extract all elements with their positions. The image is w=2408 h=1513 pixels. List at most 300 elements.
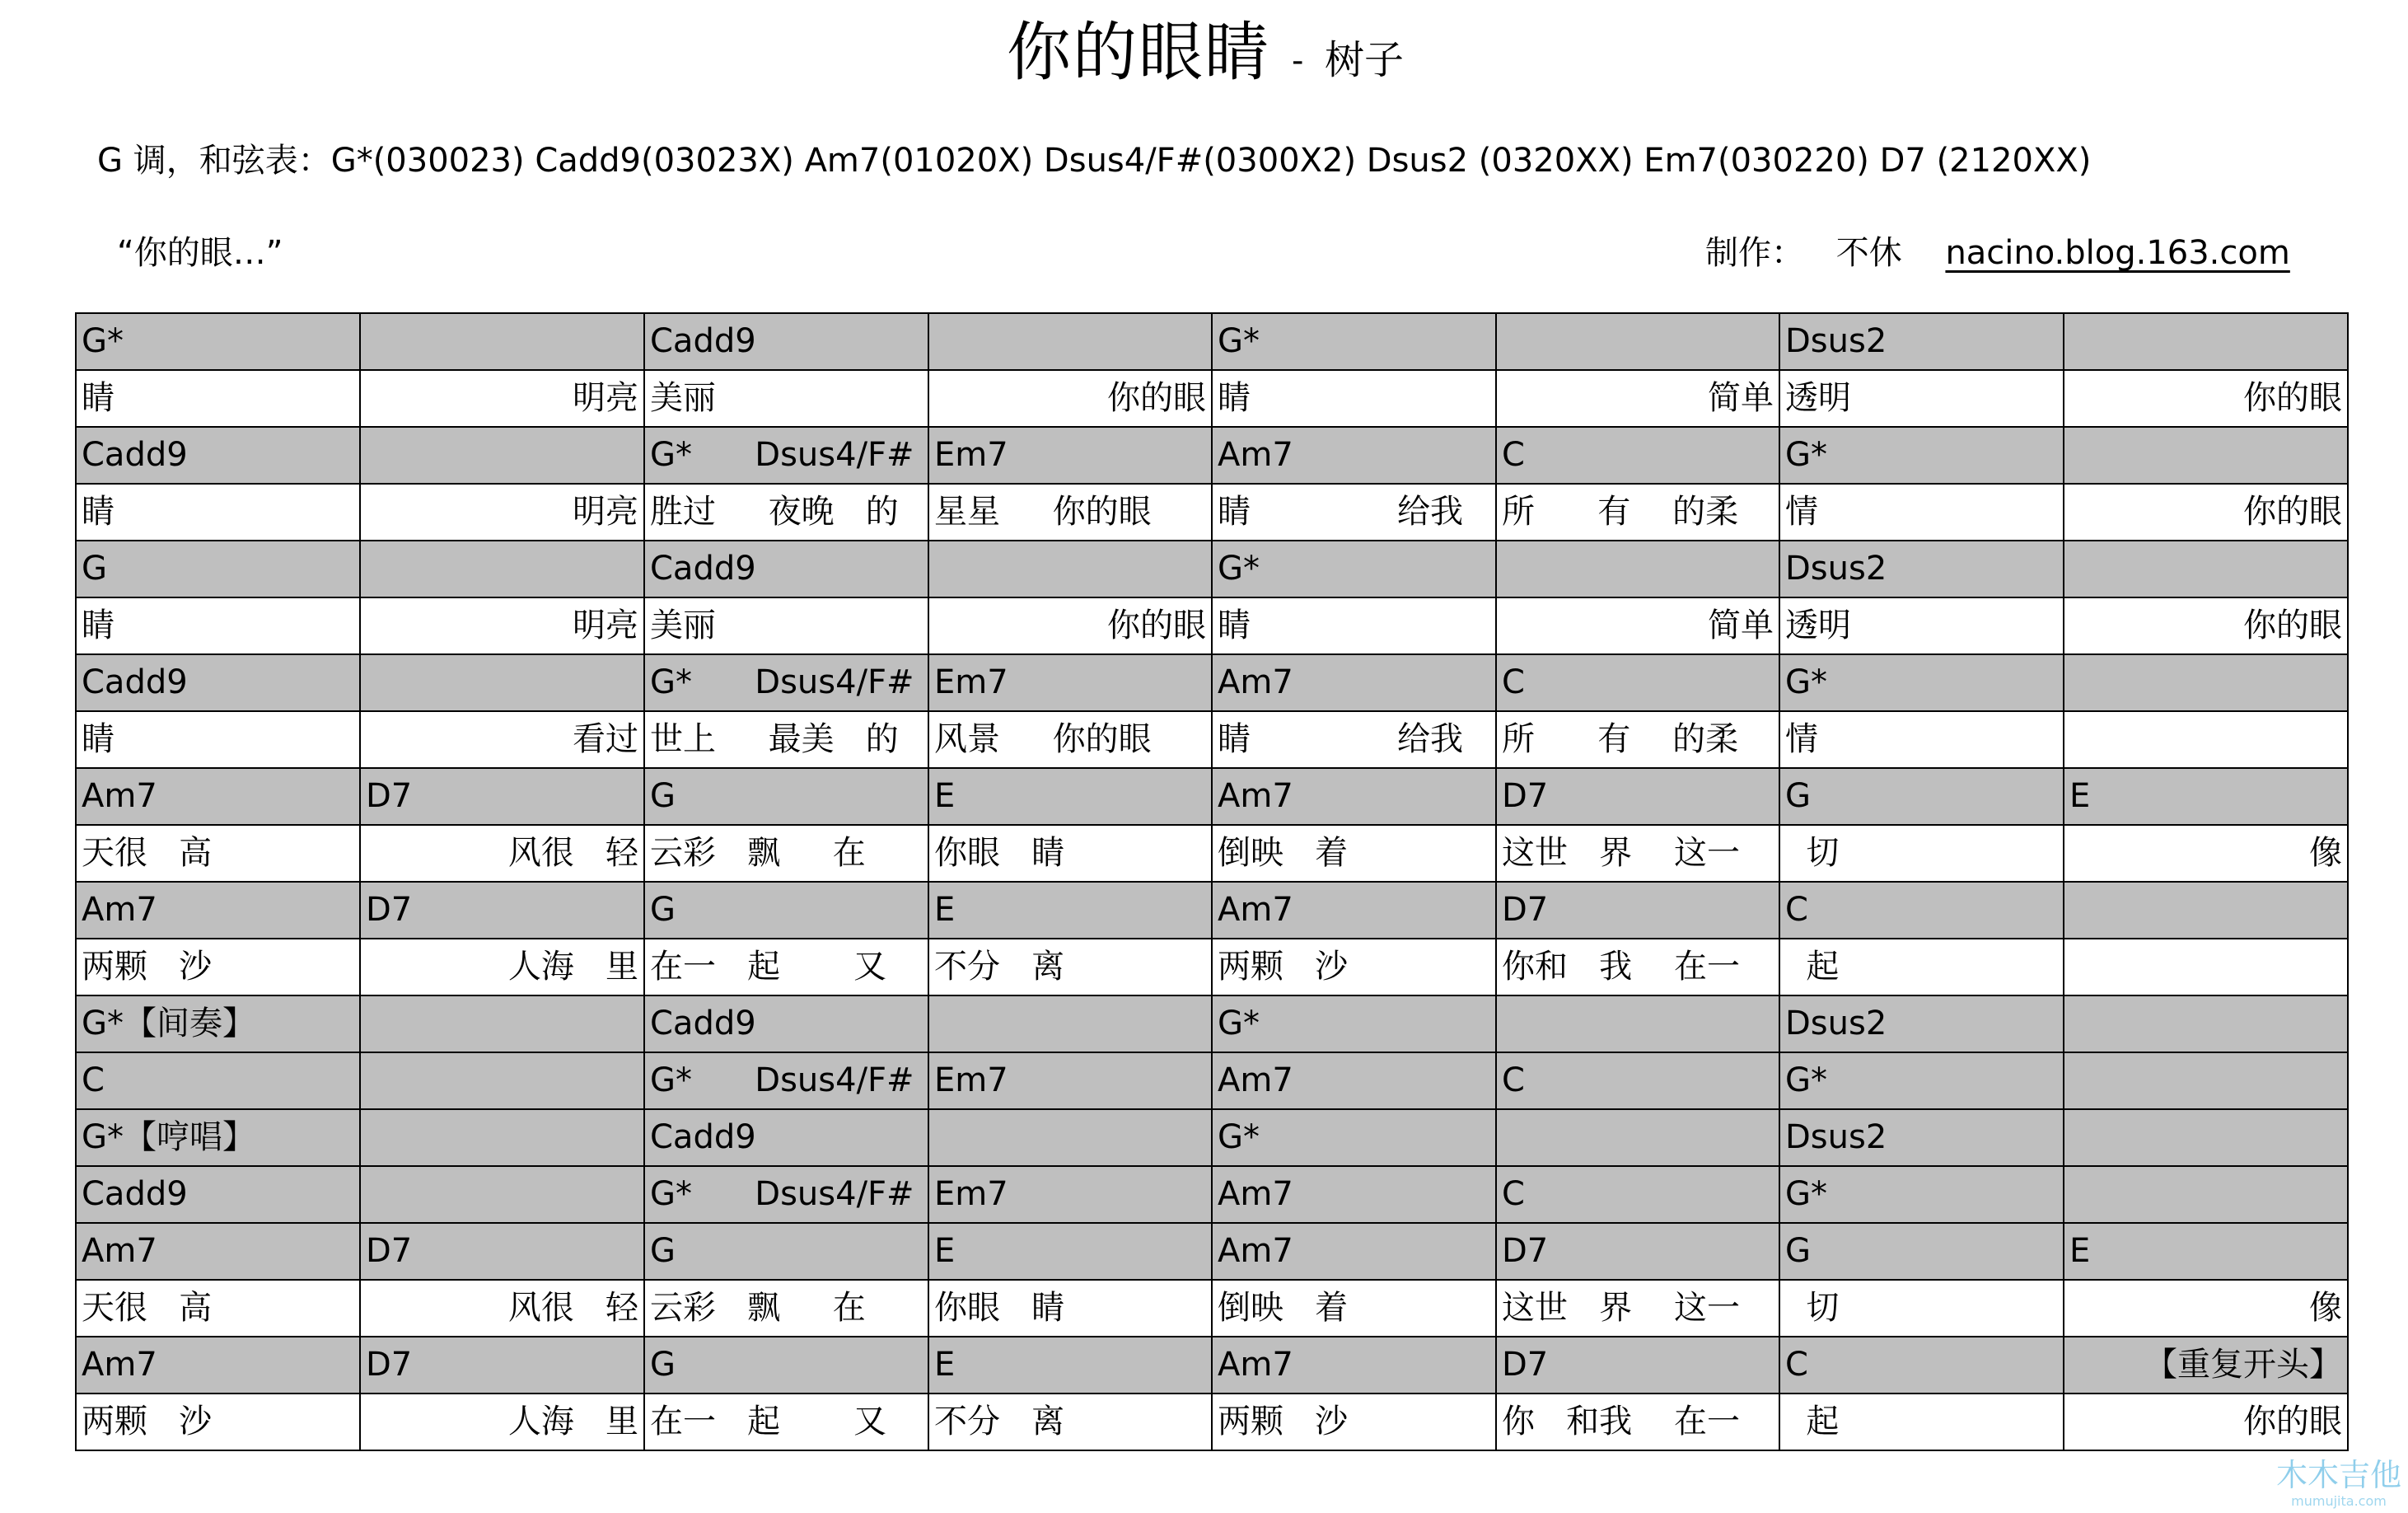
chord-label: D7	[366, 1346, 413, 1384]
chord-cell	[2064, 541, 2348, 597]
chord-cell	[1779, 427, 2064, 484]
chord-cell	[2064, 654, 2348, 711]
lyric-text: 你的眼	[2243, 493, 2342, 531]
lyric-cell	[1779, 370, 2064, 427]
lyric-cell	[2064, 711, 2348, 768]
lyric-cell	[1496, 939, 1779, 995]
chord-cell	[644, 1052, 928, 1109]
lyric-cell	[360, 1394, 644, 1450]
lyric-cell	[1212, 939, 1496, 995]
chord-label: Cadd9	[82, 663, 188, 701]
chord-label: D7	[366, 777, 413, 815]
lyric-text: 两颗 沙	[82, 948, 213, 986]
lyric-cell	[1212, 1394, 1496, 1450]
lyric-text: 你 和我 在一	[1502, 1403, 1741, 1440]
chord-cell	[2064, 313, 2348, 370]
lyric-text: 你的眼	[2243, 607, 2342, 644]
chord-cell	[644, 1337, 928, 1394]
chord-label: Em7	[934, 1175, 1008, 1213]
chord-cell	[1779, 882, 2064, 939]
chord-label: G*	[1785, 663, 1827, 701]
lyric-text: 云彩 飘 在	[650, 834, 866, 872]
chord-cell	[2064, 1109, 2348, 1166]
chord-label: D7	[1502, 1346, 1549, 1384]
lyric-text: 你眼 睛	[934, 834, 1065, 872]
lyric-text: 美丽	[650, 379, 716, 417]
lyric-text: 起	[1785, 948, 1840, 986]
chord-key-info: G 调，和弦表：G*(030023) Cadd9(03023X) Am7(01020X) Dsus4/F#(0300X2) Dsus2 (0320XX) Em7(030220) D7 (2120XX)	[97, 142, 2092, 180]
lyric-cell	[76, 1394, 360, 1450]
chord-cell	[1212, 1337, 1496, 1394]
chord-cell	[1779, 995, 2064, 1052]
lyric-cell	[928, 825, 1212, 882]
lyric-text: 星星 你的眼	[934, 493, 1152, 531]
chord-label: G	[650, 1346, 676, 1384]
lyric-cell	[360, 1280, 644, 1337]
chord-cell	[2064, 1166, 2348, 1223]
lyric-cell	[644, 597, 928, 654]
chord-label: Am7	[1218, 663, 1293, 701]
chord-label: D7	[366, 891, 413, 929]
chord-label: G* Dsus4/F#	[650, 1061, 914, 1099]
chord-cell	[76, 1223, 360, 1280]
lyric-cell	[1212, 484, 1496, 541]
chord-sheet-body	[76, 313, 2348, 1450]
lyric-text: 看过	[573, 720, 638, 758]
lyric-text: 天很 高	[82, 1289, 213, 1327]
chord-label: C	[1502, 1061, 1525, 1099]
lyric-cell	[1212, 825, 1496, 882]
chord-cell	[360, 1052, 644, 1109]
chord-cell	[1212, 1109, 1496, 1166]
chord-cell	[1779, 768, 2064, 825]
chord-label: Dsus2	[1785, 550, 1887, 588]
chord-cell	[928, 1109, 1212, 1166]
chord-cell	[360, 995, 644, 1052]
chord-cell	[360, 654, 644, 711]
chord-cell	[1496, 541, 1779, 597]
lyric-text: 你的眼	[2243, 1403, 2342, 1440]
chord-label: Am7	[82, 891, 157, 929]
chord-label: E	[934, 777, 956, 815]
lyric-text: 睛	[82, 493, 115, 531]
lyric-text: 人海 里	[507, 948, 638, 986]
lyric-cell	[1779, 825, 2064, 882]
chord-cell	[1496, 1109, 1779, 1166]
lyric-cell	[2064, 939, 2348, 995]
chord-cell	[1779, 1052, 2064, 1109]
lyric-text: 倒映 着	[1218, 1289, 1349, 1327]
chord-label: G* Dsus4/F#	[650, 436, 914, 474]
lyric-cell	[1779, 1394, 2064, 1450]
lyric-cell	[2064, 484, 2348, 541]
lyric-text: 这世 界 这一	[1502, 1289, 1741, 1327]
chord-label: E	[934, 1346, 956, 1384]
chord-cell	[76, 882, 360, 939]
chord-cell	[928, 313, 1212, 370]
chord-cell	[1496, 427, 1779, 484]
chord-cell	[360, 768, 644, 825]
lyric-cell	[1779, 711, 2064, 768]
lyric-text: 睛	[82, 720, 115, 758]
chord-label: C	[82, 1061, 105, 1099]
chord-label: 【重复开头】	[2144, 1346, 2342, 1384]
chord-cell	[1779, 541, 2064, 597]
chord-cell	[1779, 1109, 2064, 1166]
lyric-cell	[2064, 597, 2348, 654]
lyric-cell	[1212, 1280, 1496, 1337]
lyric-cell	[76, 1280, 360, 1337]
chord-row	[76, 1052, 2348, 1109]
lyric-text: 风很 轻	[507, 834, 638, 872]
chord-row	[76, 1109, 2348, 1166]
lyric-text: 透明	[1785, 379, 1851, 417]
chord-cell	[1212, 541, 1496, 597]
chord-cell	[1212, 882, 1496, 939]
lyric-text: 胜过 夜晚 的	[650, 493, 899, 531]
chord-label: Em7	[934, 663, 1008, 701]
song-title: 你的眼睛	[1007, 16, 1271, 90]
lyric-text: 你和 我 在一	[1502, 948, 1741, 986]
chord-cell	[2064, 427, 2348, 484]
chord-cell	[1212, 768, 1496, 825]
lyric-text: 睛 给我	[1218, 493, 1464, 531]
lyric-cell	[360, 939, 644, 995]
lyric-row	[76, 939, 2348, 995]
lyric-text: 两颗 沙	[1218, 948, 1349, 986]
chord-label: G*	[1218, 1118, 1260, 1156]
chord-cell	[644, 427, 928, 484]
chord-label: D7	[366, 1232, 413, 1270]
chord-cell	[644, 541, 928, 597]
lyric-row	[76, 825, 2348, 882]
chord-label: G*【间奏】	[82, 1005, 255, 1042]
lyric-cell	[928, 484, 1212, 541]
chord-label: G*	[1785, 1175, 1827, 1213]
lyric-cell	[1496, 370, 1779, 427]
lyric-cell	[1496, 484, 1779, 541]
lyric-text: 你眼 睛	[934, 1289, 1065, 1327]
chord-cell	[1212, 1052, 1496, 1109]
chord-label: Am7	[82, 1232, 157, 1270]
lyric-text: 像	[2309, 834, 2342, 872]
chord-label: Am7	[82, 777, 157, 815]
chord-label: Am7	[1218, 891, 1293, 929]
lyric-cell	[76, 484, 360, 541]
chord-cell	[644, 882, 928, 939]
chord-label: Am7	[1218, 436, 1293, 474]
lyric-text: 你的眼	[2243, 379, 2342, 417]
watermark-logo: 木木吉他	[2275, 1457, 2401, 1493]
lyric-cell	[644, 1280, 928, 1337]
chord-cell	[1779, 1166, 2064, 1223]
chord-label: G*	[1785, 1061, 1827, 1099]
lyric-text: 像	[2309, 1289, 2342, 1327]
lyric-cell	[1496, 597, 1779, 654]
lyric-cell	[1212, 370, 1496, 427]
chord-label: Em7	[934, 1061, 1008, 1099]
chord-cell	[644, 995, 928, 1052]
chord-cell	[644, 1166, 928, 1223]
chord-cell	[644, 654, 928, 711]
chord-cell	[1496, 768, 1779, 825]
chord-cell	[1212, 313, 1496, 370]
chord-cell	[928, 882, 1212, 939]
lyric-text: 睛	[1218, 607, 1251, 644]
title-separator: -	[1292, 42, 1304, 80]
lyric-cell	[644, 939, 928, 995]
lyric-text: 情	[1785, 493, 1818, 531]
lyric-cell	[76, 370, 360, 427]
lyric-text: 你的眼	[1107, 607, 1206, 644]
chord-label: G*	[1218, 550, 1260, 588]
lyric-cell	[76, 939, 360, 995]
lyric-cell	[1779, 939, 2064, 995]
lyric-cell	[928, 1394, 1212, 1450]
chord-cell	[76, 1052, 360, 1109]
chord-label: D7	[1502, 891, 1549, 929]
chord-label: G	[1785, 777, 1811, 815]
lyric-text: 睛 给我	[1218, 720, 1464, 758]
chord-row	[76, 1166, 2348, 1223]
lyric-text: 不分 离	[934, 1403, 1065, 1440]
chord-sheet-table	[75, 312, 2349, 1451]
chord-cell	[76, 541, 360, 597]
lyric-cell	[2064, 370, 2348, 427]
chord-label: Am7	[82, 1346, 157, 1384]
lyric-text: 在一 起 又	[650, 1403, 887, 1440]
chord-label: Am7	[1218, 1061, 1293, 1099]
lyric-cell	[76, 825, 360, 882]
lyric-text: 切	[1785, 834, 1840, 872]
chord-cell	[928, 541, 1212, 597]
lyric-text: 你的眼	[1107, 379, 1206, 417]
lyric-text: 风很 轻	[507, 1289, 638, 1327]
lyric-text: 睛	[82, 607, 115, 644]
lyric-text: 明亮	[573, 379, 638, 417]
lyric-cell	[644, 484, 928, 541]
chord-cell	[1212, 427, 1496, 484]
lyric-text: 切	[1785, 1289, 1840, 1327]
chord-label: G* Dsus4/F#	[650, 1175, 914, 1213]
chord-cell	[360, 1223, 644, 1280]
credit-author: 不休	[1835, 234, 1902, 272]
chord-label: E	[2069, 777, 2091, 815]
chord-cell	[1212, 1166, 1496, 1223]
title-row	[0, 8, 2408, 99]
chord-cell	[928, 995, 1212, 1052]
chord-cell	[2064, 1223, 2348, 1280]
lyric-text: 明亮	[573, 493, 638, 531]
chord-cell	[1779, 654, 2064, 711]
chord-label: G	[650, 891, 676, 929]
chord-cell	[76, 313, 360, 370]
chord-label: G*	[1218, 322, 1260, 360]
chord-label: C	[1502, 1175, 1525, 1213]
chord-cell	[360, 882, 644, 939]
lyric-cell	[928, 711, 1212, 768]
chord-label: Cadd9	[650, 322, 756, 360]
chord-label: Am7	[1218, 1175, 1293, 1213]
chord-cell	[1779, 1223, 2064, 1280]
lyric-cell	[2064, 1280, 2348, 1337]
chord-cell	[928, 654, 1212, 711]
credit-link[interactable]: nacino.blog.163.com	[1945, 234, 2290, 272]
chord-cell	[360, 313, 644, 370]
chord-cell	[1496, 1223, 1779, 1280]
lyric-text: 在一 起 又	[650, 948, 887, 986]
lyric-cell	[1779, 1280, 2064, 1337]
chord-label: G*	[82, 322, 124, 360]
chord-label: Am7	[1218, 777, 1293, 815]
lyric-text: 天很 高	[82, 834, 213, 872]
chord-label: Dsus2	[1785, 1005, 1887, 1042]
lyric-cell	[2064, 1394, 2348, 1450]
lyric-row	[76, 1280, 2348, 1337]
lyric-cell	[2064, 825, 2348, 882]
lyric-text: 人海 里	[507, 1403, 638, 1440]
lyric-text: 起	[1785, 1403, 1840, 1440]
chord-cell	[1496, 1166, 1779, 1223]
chord-cell	[360, 1166, 644, 1223]
lyric-row	[76, 1394, 2348, 1450]
lyric-cell	[928, 370, 1212, 427]
lyric-text: 睛	[82, 379, 115, 417]
chord-label: E	[2069, 1232, 2091, 1270]
lyric-cell	[1496, 825, 1779, 882]
lyric-cell	[1496, 1280, 1779, 1337]
chord-cell	[1496, 313, 1779, 370]
chord-label: Cadd9	[82, 1175, 188, 1213]
lyric-cell	[1779, 484, 2064, 541]
lyric-text: 简单	[1708, 607, 1774, 644]
chord-label: C	[1785, 891, 1808, 929]
chord-cell	[644, 768, 928, 825]
chord-label: E	[934, 891, 956, 929]
chord-label: Cadd9	[650, 1005, 756, 1042]
chord-label: G*	[1218, 1005, 1260, 1042]
lyric-cell	[928, 939, 1212, 995]
chord-cell	[2064, 1052, 2348, 1109]
lyric-cell	[1212, 711, 1496, 768]
chord-label: D7	[1502, 1232, 1549, 1270]
chord-cell	[1496, 1337, 1779, 1394]
chord-label: E	[934, 1232, 956, 1270]
lyric-text: 倒映 着	[1218, 834, 1349, 872]
chord-cell	[76, 768, 360, 825]
chord-cell	[1496, 995, 1779, 1052]
chord-cell	[1212, 995, 1496, 1052]
chord-label: G*【哼唱】	[82, 1118, 255, 1156]
lyric-text: 两颗 沙	[1218, 1403, 1349, 1440]
chord-cell	[928, 1052, 1212, 1109]
chord-cell	[644, 1223, 928, 1280]
lyric-cell	[76, 711, 360, 768]
lyric-text: 所 有 的柔	[1502, 493, 1739, 531]
credit-label: 制作：	[1705, 234, 1804, 272]
lyric-cell	[360, 711, 644, 768]
song-subtitle: “你的眼…”	[117, 234, 283, 272]
chord-cell	[2064, 995, 2348, 1052]
credit	[1705, 224, 2290, 282]
chord-cell	[928, 427, 1212, 484]
chord-cell	[644, 313, 928, 370]
chord-cell	[1496, 1052, 1779, 1109]
chord-cell	[360, 427, 644, 484]
chord-cell	[2064, 1337, 2348, 1394]
lyric-text: 明亮	[573, 607, 638, 644]
chord-cell	[1496, 654, 1779, 711]
lyric-row	[76, 370, 2348, 427]
chord-cell	[360, 541, 644, 597]
chord-cell	[76, 427, 360, 484]
chord-cell	[928, 1166, 1212, 1223]
lyric-cell	[644, 1394, 928, 1450]
chord-cell	[76, 995, 360, 1052]
chord-label: Am7	[1218, 1346, 1293, 1384]
chord-label: G	[82, 550, 107, 588]
chord-cell	[1779, 1337, 2064, 1394]
lyric-text: 风景 你的眼	[934, 720, 1152, 758]
lyric-cell	[360, 597, 644, 654]
lyric-cell	[360, 484, 644, 541]
lyric-text: 世上 最美 的	[650, 720, 899, 758]
watermark	[2270, 1457, 2408, 1510]
chord-row	[76, 654, 2348, 711]
lyric-row	[76, 711, 2348, 768]
chord-cell	[76, 654, 360, 711]
chord-row	[76, 882, 2348, 939]
lyric-cell	[76, 597, 360, 654]
chord-cell	[1212, 654, 1496, 711]
chord-label: Cadd9	[650, 550, 756, 588]
chord-row	[76, 313, 2348, 370]
chord-row	[76, 1337, 2348, 1394]
chord-cell	[76, 1166, 360, 1223]
chord-cell	[928, 768, 1212, 825]
chord-label: C	[1502, 663, 1525, 701]
chord-label: G	[1785, 1232, 1811, 1270]
chord-cell	[644, 1109, 928, 1166]
lyric-row	[76, 597, 2348, 654]
lyric-text: 不分 离	[934, 948, 1065, 986]
lyric-cell	[1779, 597, 2064, 654]
chord-label: D7	[1502, 777, 1549, 815]
lyric-cell	[1496, 1394, 1779, 1450]
chord-cell	[1212, 1223, 1496, 1280]
chord-label: G	[650, 1232, 676, 1270]
chord-cell	[2064, 768, 2348, 825]
chord-label: Dsus2	[1785, 1118, 1887, 1156]
chord-cell	[360, 1109, 644, 1166]
chord-cell	[928, 1223, 1212, 1280]
lyric-cell	[360, 825, 644, 882]
lyric-text: 睛	[1218, 379, 1251, 417]
lyric-cell	[644, 711, 928, 768]
lyric-text: 美丽	[650, 607, 716, 644]
lyric-text: 所 有 的柔	[1502, 720, 1739, 758]
lyric-cell	[1496, 711, 1779, 768]
lyric-text: 这世 界 这一	[1502, 834, 1741, 872]
chord-label: Am7	[1218, 1232, 1293, 1270]
chord-label: G	[650, 777, 676, 815]
lyric-text: 云彩 飘 在	[650, 1289, 866, 1327]
chord-row	[76, 1223, 2348, 1280]
chord-label: C	[1502, 436, 1525, 474]
chord-label: G*	[1785, 436, 1827, 474]
chord-cell	[360, 1337, 644, 1394]
chord-row	[76, 427, 2348, 484]
